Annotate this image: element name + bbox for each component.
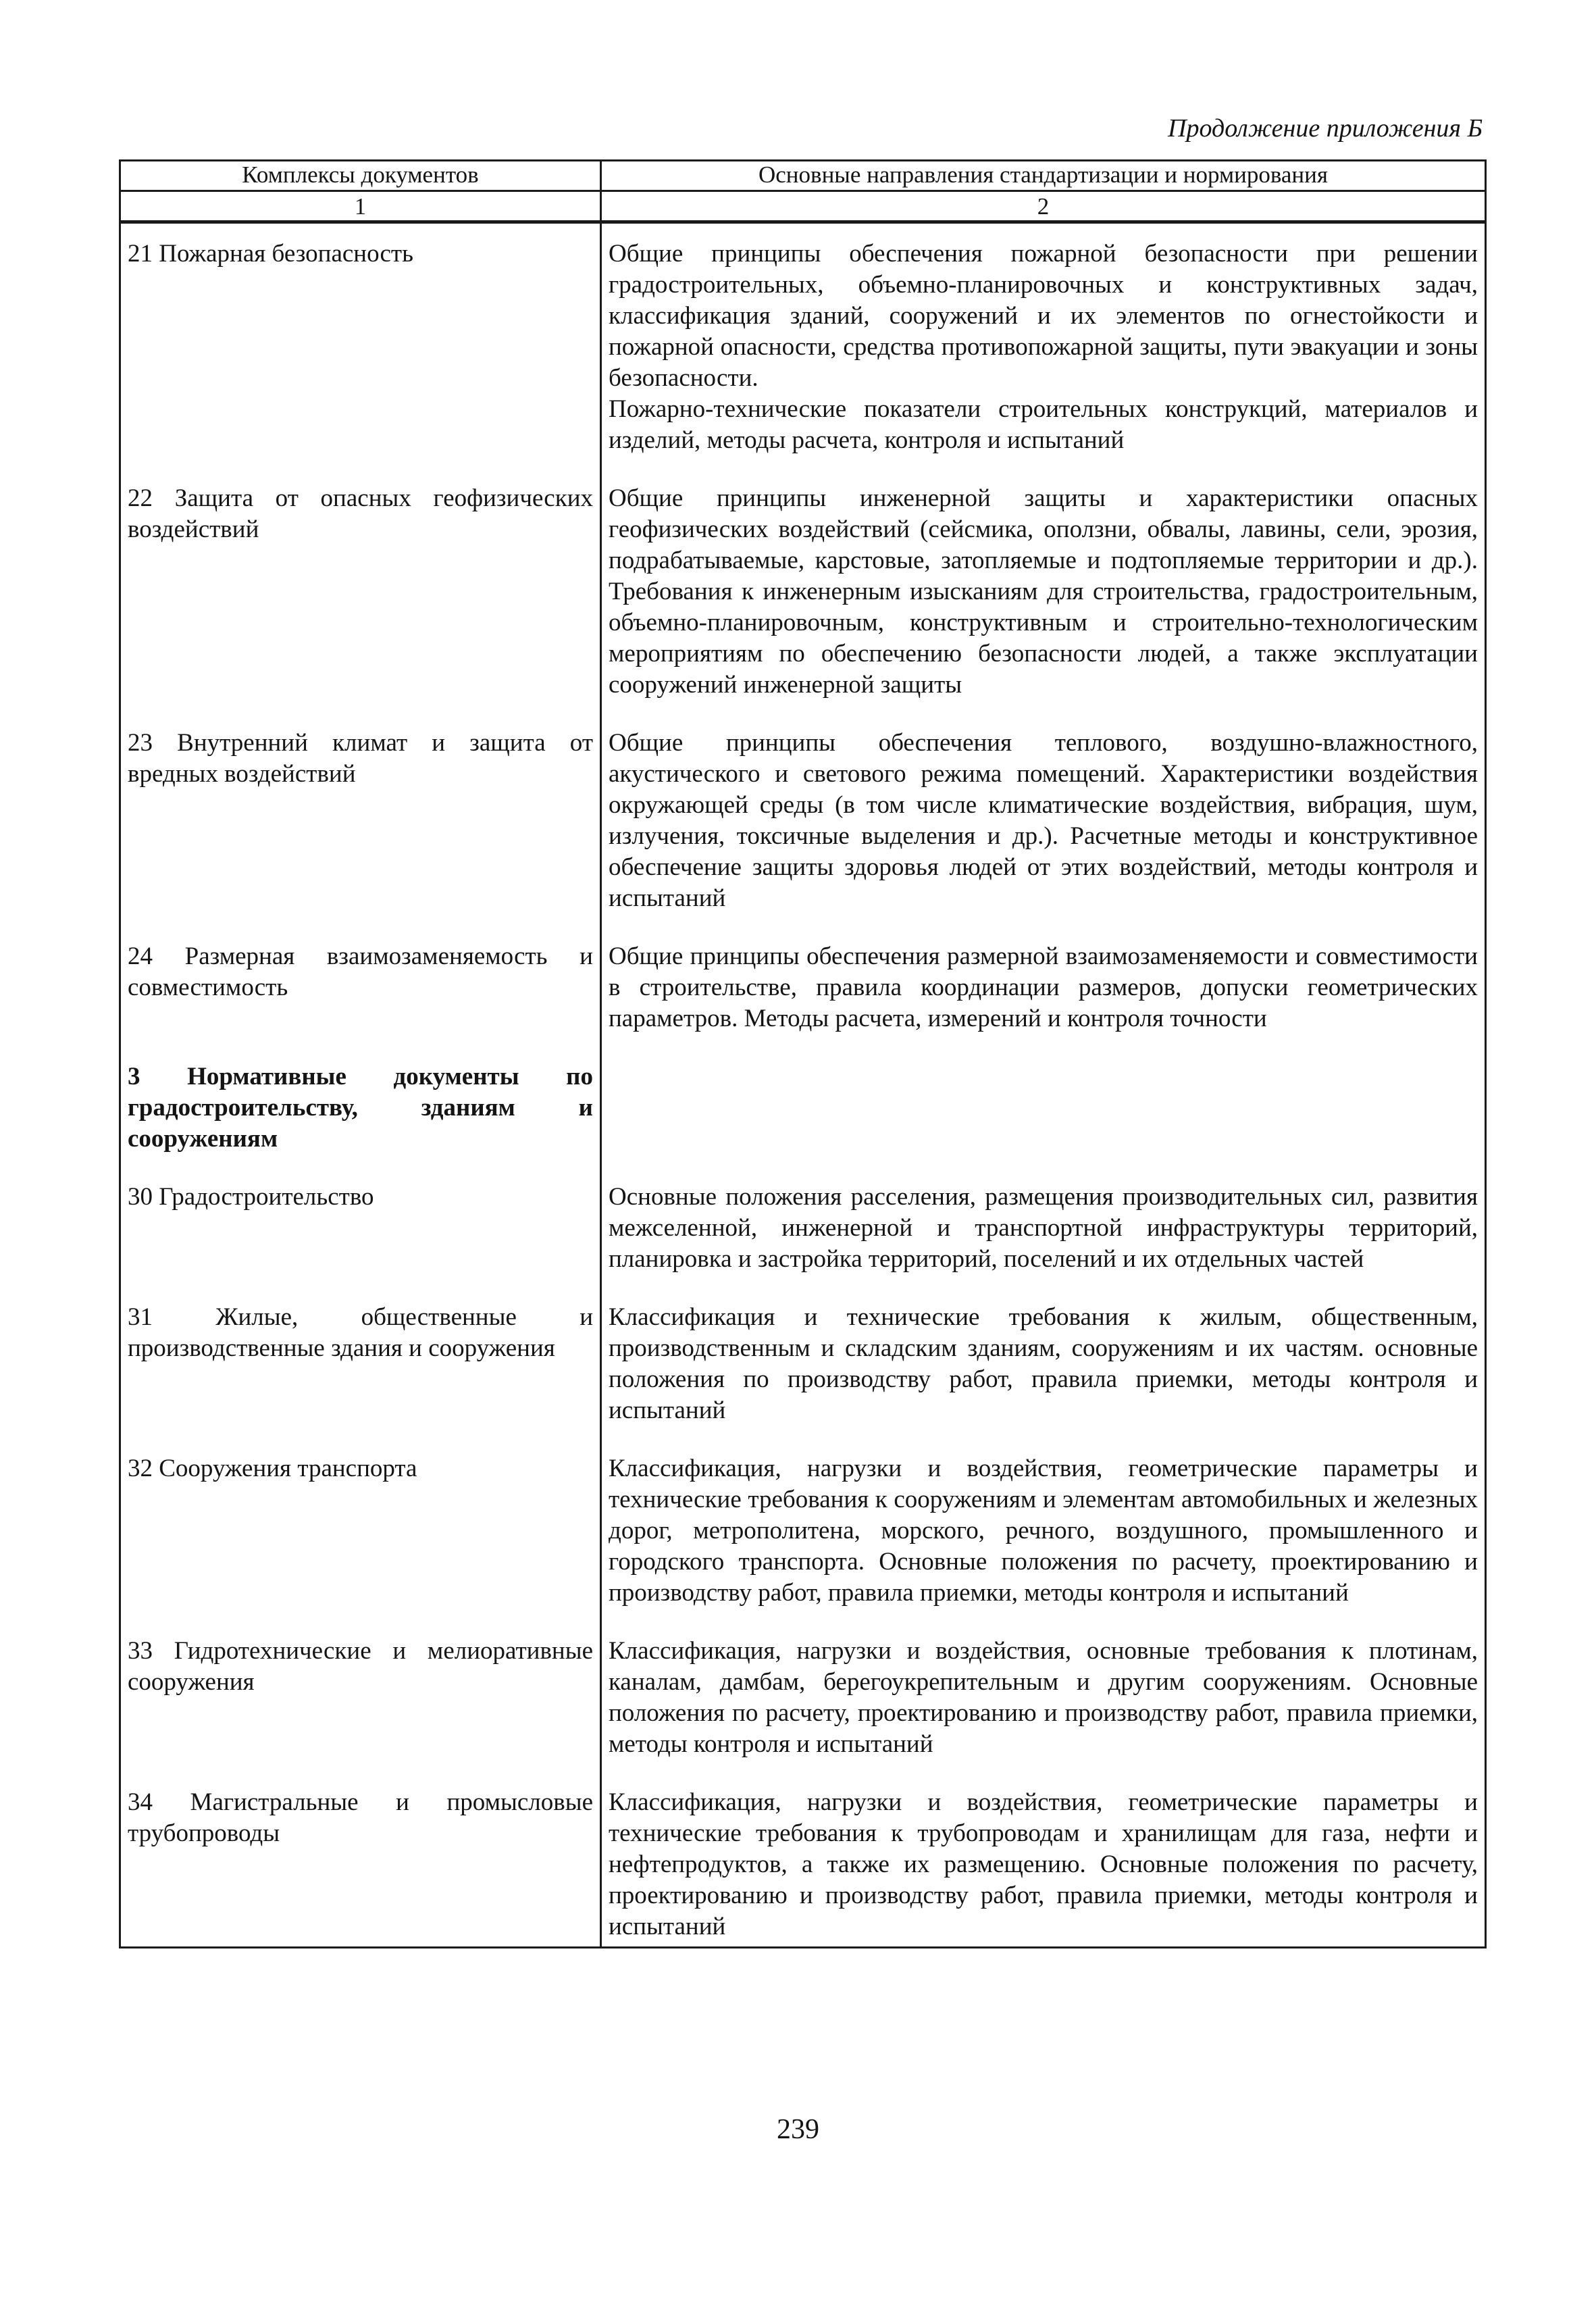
table-row xyxy=(120,1609,1486,1760)
continuation-label: Продолжение приложения Б xyxy=(1168,114,1483,143)
column-number-1: 1 xyxy=(120,191,601,222)
header-document-complexes: Комплексы документов xyxy=(120,161,601,191)
table-row xyxy=(120,1760,1486,1948)
table-row xyxy=(120,1155,1486,1275)
direction-paragraph: Классификация, нагрузки и воздействия, геометрические параметры и технические требования к сооружениям и элементам автомобильных и железных дорог, метрополитена, морского, речного, воздушного, промышленного и городского транспорта. Основные положения по расчету, проектированию и производству работ, правила приемки, методы контроля и испытаний xyxy=(609,1455,1478,1607)
direction-cell xyxy=(601,456,1486,701)
direction-paragraph: Классификация, нагрузки и воздействия, основные требования к плотинам, каналам, дамбам, берегоукрепительным и другим сооружениям. Основные положения по расчету, проектированию и производству работ, правила приемки, методы контроля и испытаний xyxy=(609,1637,1478,1758)
direction-paragraph: Общие принципы обеспечения пожарной безопасности при решении градостроительных, объемно-планировочных и конструктивных задач, классификация зданий, сооружений и их элементов по огнестойкости и пожарной опасности, средства противопожарной защиты, пути эвакуации и зоны безопасности. xyxy=(609,240,1478,392)
direction-cell xyxy=(601,914,1486,1034)
table-row xyxy=(120,456,1486,701)
document-complex-cell: 34 Магистральные и промысловые трубопроводы xyxy=(120,1760,601,1948)
table-header-row xyxy=(120,161,1486,191)
document-complex-cell: 22 Защита от опасных геофизических воздействий xyxy=(120,456,601,701)
table-row xyxy=(120,701,1486,914)
document-complex-cell: 23 Внутренний климат и защита от вредных воздействий xyxy=(120,701,601,914)
document-complex-cell: 24 Размерная взаимозаменяемость и совместимость xyxy=(120,914,601,1034)
column-number-2: 2 xyxy=(601,191,1486,222)
header-main-directions: Основные направления стандартизации и нормирования xyxy=(601,161,1486,191)
direction-cell xyxy=(601,222,1486,457)
direction-cell xyxy=(601,1034,1486,1155)
column-number-row xyxy=(120,191,1486,222)
direction-cell xyxy=(601,701,1486,914)
direction-cell xyxy=(601,1155,1486,1275)
page-number: 239 xyxy=(777,2114,819,2145)
document-complex-cell: 21 Пожарная безопасность xyxy=(120,222,601,457)
direction-paragraph: Общие принципы инженерной защиты и характеристики опасных геофизических воздействий (сейсмика, оползни, обвалы, лавины, сели, эрозия, подрабатываемые, карстовые, затопляемые и подтопляемые территории и др.). Требования к инженерным изысканиям для строительства, градостроительным, объемно-планировочным, конструктивным и строительно-технологическим мероприятиям по обеспечению безопасности людей, а также эксплуатации сооружений инженерной защиты xyxy=(609,484,1478,699)
direction-cell xyxy=(601,1609,1486,1760)
direction-paragraph: Пожарно-технические показатели строительных конструкций, материалов и изделий, методы расчета, контроля и испытаний xyxy=(609,395,1478,454)
direction-paragraph: Классификация и технические требования к жилым, общественным, производственным и складским зданиям, сооружениям и их частям. основные положения по производству работ, правила приемки, методы контроля и испытаний xyxy=(609,1303,1478,1424)
standards-table xyxy=(119,159,1487,1948)
table-row xyxy=(120,1426,1486,1609)
table-row xyxy=(120,914,1486,1034)
table-row xyxy=(120,222,1486,457)
table-body xyxy=(120,222,1486,1948)
document-complex-cell: 3 Нормативные документы по градостроительству, зданиям и сооружениям xyxy=(120,1034,601,1155)
direction-paragraph: Классификация, нагрузки и воздействия, геометрические параметры и технические требования к трубопроводам и хранилищам для газа, нефти и нефтепродуктов, а также их размещению. Основные положения по расчету, проектированию и производству работ, правила приемки, методы контроля и испытаний xyxy=(609,1788,1478,1940)
document-complex-cell: 30 Градостроительство xyxy=(120,1155,601,1275)
direction-paragraph: Общие принципы обеспечения теплового, воздушно-влажностного, акустического и светового режима помещений. Характеристики воздействия окружающей среды (в том числе климатические воздействия, вибрация, шум, излучения, токсичные выделения и др.). Расчетные методы и конструктивное обеспечение защиты здоровья людей от этих воздействий, методы контроля и испытаний xyxy=(609,729,1478,912)
table-row xyxy=(120,1034,1486,1155)
direction-cell xyxy=(601,1760,1486,1948)
direction-paragraph: Основные положения расселения, размещения производительных сил, развития межселенной, инженерной и транспортной инфраструктуры территорий, планировка и застройка территорий, поселений и их отдельных частей xyxy=(609,1183,1478,1273)
direction-paragraph: Общие принципы обеспечения размерной взаимозаменяемости и совместимости в строительстве, правила координации размеров, допуски геометрических параметров. Методы расчета, измерений и контроля точности xyxy=(609,942,1478,1032)
direction-cell xyxy=(601,1426,1486,1609)
direction-cell xyxy=(601,1275,1486,1426)
document-complex-cell: 31 Жилые, общественные и производственные здания и сооружения xyxy=(120,1275,601,1426)
document-complex-cell: 32 Сооружения транспорта xyxy=(120,1426,601,1609)
table-row xyxy=(120,1275,1486,1426)
document-complex-cell: 33 Гидротехнические и мелиоративные сооружения xyxy=(120,1609,601,1760)
